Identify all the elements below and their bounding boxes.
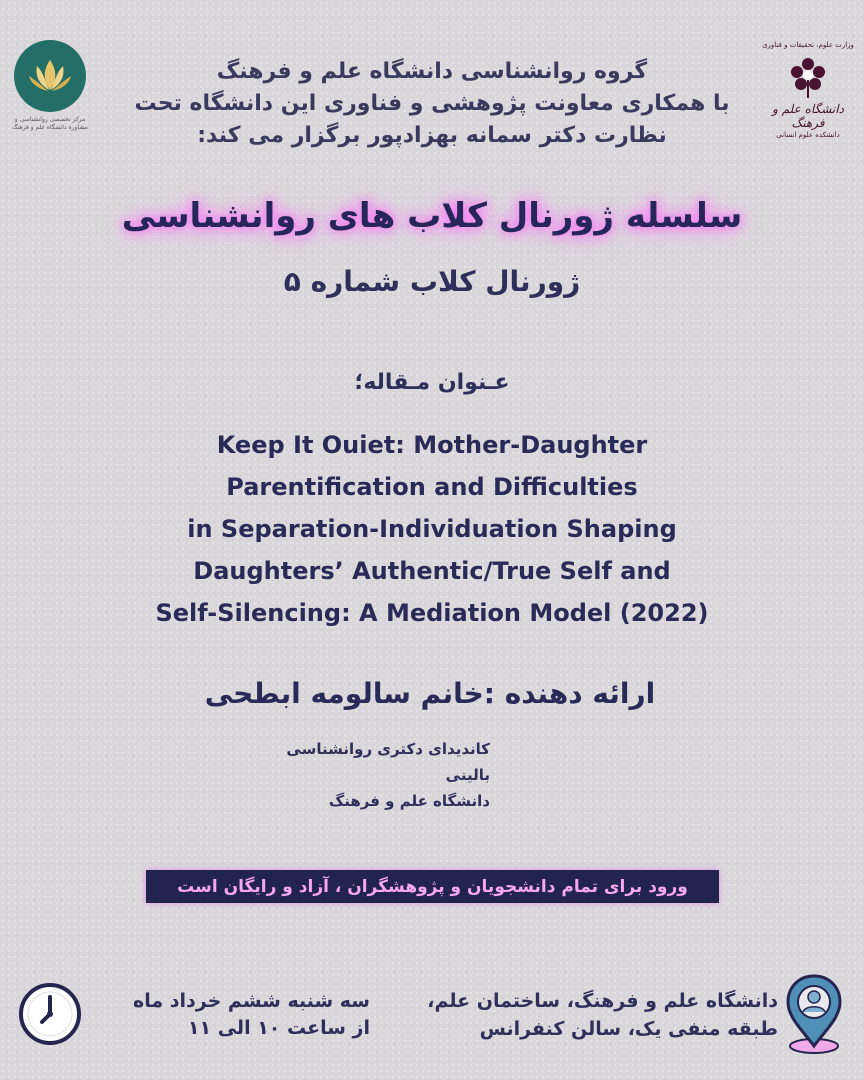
article-title-line: Keep It Ouiet: Mother-Daughter — [216, 431, 648, 459]
flower-emblem-icon — [783, 54, 833, 100]
university-name: دانشگاه علم و فرهنگ — [772, 102, 844, 130]
venue-line-1: دانشگاه علم و فرهنگ، ساختمان علم، — [427, 990, 778, 1012]
event-date — [100, 988, 370, 1042]
article-title-line: Self-Silencing: A Mediation Model (2022) — [155, 599, 709, 627]
venue-line-2: طبقه منفی یک، سالن کنفرانس — [479, 1018, 778, 1040]
faculty-label: دانشکده علوم انسانی — [776, 131, 840, 139]
lotus-icon — [14, 40, 86, 112]
clock-icon — [18, 982, 82, 1046]
entry-banner-text: ورود برای تمام دانشجویان و پژوهشگران ، آزاد و رایگان است — [177, 876, 688, 897]
entry-banner — [146, 870, 719, 903]
center-logo-caption: مرکز تخصصی روانشناسی و مشاوره دانشگاه علم و فرهنگ — [12, 116, 88, 131]
series-title — [0, 196, 864, 236]
presenter-name: ارائه دهنده :خانم سالومه ابطحی — [204, 677, 656, 710]
article-label: عـنوان مـقاله؛ — [354, 370, 510, 395]
ministry-label: وزارت علوم، تحقیقات و فناوری — [762, 41, 854, 49]
organizer-line-1: گروه روانشناسی دانشگاه علم و فرهنگ — [216, 59, 648, 84]
presenter-degree: کاندیدای دکتری روانشناسی بالینی — [286, 740, 490, 784]
event-venue — [390, 987, 778, 1043]
organizer-line-2: با همکاری معاونت پژوهشی و فناوری این دانشگاه تحت — [134, 91, 730, 116]
issue-title: ژورنال کلاب شماره ۵ — [283, 265, 581, 298]
organizer-statement — [100, 56, 764, 152]
location-pin-icon — [782, 972, 846, 1054]
presenter-university: دانشگاه علم و فرهنگ — [328, 792, 490, 810]
article-title-line: Daughters’ Authentic/True Self and — [193, 557, 671, 585]
series-title-text: سلسله ژورنال کلاب های روانشناسی — [121, 196, 743, 236]
article-title-line: Parentification and Difficulties — [226, 473, 638, 501]
event-day: سه شنبه ششم خرداد ماه — [133, 990, 370, 1012]
article-title — [80, 424, 784, 634]
presenter-info — [240, 736, 490, 814]
event-time: از ساعت ۱۰ الی ۱۱ — [187, 1017, 370, 1039]
organizer-line-3: نظارت دکتر سمانه بهزادپور برگزار می کند: — [197, 123, 667, 148]
center-logo — [10, 40, 90, 140]
university-logo — [762, 40, 854, 170]
article-title-line: in Separation-Individuation Shaping — [187, 515, 677, 543]
